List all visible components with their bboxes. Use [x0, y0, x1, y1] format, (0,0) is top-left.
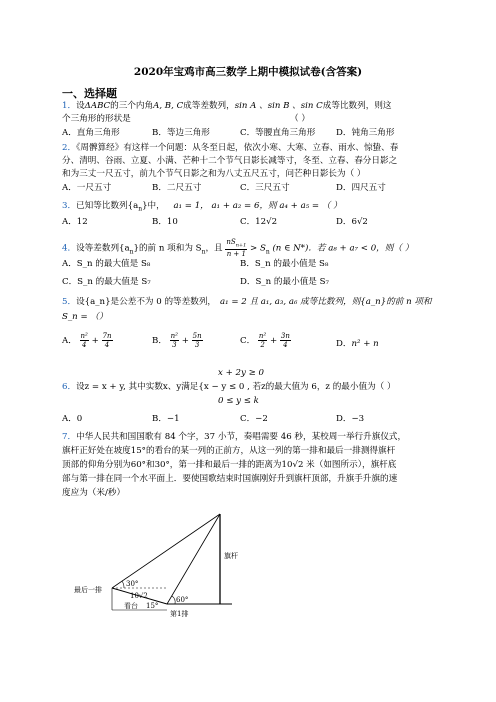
q2-line1: 2．《周髀算经》有这样一个问题：从冬至日起，依次小寒、大寒、立春、雨水、惊蛰、春	[62, 143, 399, 153]
q7-line2: 旗杆正好处在坡度15°的看台的某一列的正前方，从这一列的第一排和最后一排测得旗杆	[62, 446, 396, 456]
label-flagpole: 旗杆	[224, 552, 238, 560]
q5-option-a[interactable]: A． $\frac{\text{n²}}{4}$ + $\frac{7n}{4}$	[62, 332, 112, 349]
q1-line2: 个三角形的形状是 （ ）	[62, 114, 310, 124]
q5-option-d[interactable]: D．n² + n	[336, 339, 379, 349]
label-angle-60: 60°	[176, 596, 189, 604]
q6-number: 6．	[62, 382, 77, 392]
q6-system-row1: x + 2y ≥ 0	[218, 368, 264, 378]
q7-number: 7．	[62, 432, 77, 442]
q2-option-d[interactable]: D．四尺五寸	[336, 183, 386, 193]
q6-option-b[interactable]: B．−1	[152, 414, 180, 424]
q4-option-d[interactable]: D．S_n 的最小值是 S₇	[240, 277, 329, 287]
label-first-row: 第1排	[170, 610, 189, 618]
q3-line1: 3．已知等比数列$\{a_n\}$中， a₁ = 1， a₁ + a₂ = 6，则 a₄ + a₅ = （ ）	[62, 201, 342, 213]
section-heading: 一、选择题	[62, 87, 117, 100]
q7-line5: 度应为（米/秒）	[62, 488, 126, 498]
label-last-row: 最后一排	[74, 586, 102, 594]
q7-line3: 顶部的仰角分别为60°和30°，第一排和最后一排的距离为10√2 米（如图所示），旗杆底	[62, 460, 397, 470]
sight-line-last-row	[112, 514, 220, 588]
q2-line2: 分、清明、谷雨、立夏、小满、芒种十二个节气日影长减等寸，冬至、立春、春分日影之	[62, 156, 398, 166]
sight-line-first-row	[167, 514, 220, 604]
q6-option-d[interactable]: D．−3	[336, 414, 365, 424]
q3-number: 3．	[62, 201, 77, 211]
flagpole-diagram	[72, 510, 252, 620]
q4-number: 4．	[62, 243, 77, 254]
q2-number: 2．	[62, 143, 77, 153]
q2-option-c[interactable]: C．三尺五寸	[240, 183, 290, 193]
q2-option-b[interactable]: B．二尺五寸	[152, 183, 202, 193]
label-angle-30: 30°	[126, 580, 139, 588]
q1-line1: 1．设ΔABC的三个内角A, B, C成等差数列，sin A 、sin B 、sin C成等比数列，则这	[62, 101, 392, 111]
q4-line1: 4．设等差数列$\{a_n\}$的前 n 项和为 $S_n$，且 $\frac{nS_{n+1}}{n + 1}$ > $S_n$ (n ∈ N*)．若 a₈ + a₇ < 0，则（ ）	[62, 238, 414, 259]
q5-option-c[interactable]: C． $\frac{\text{n²}}{2}$ + $\frac{3n}{4}$	[240, 332, 290, 349]
q5-number: 5．	[62, 297, 77, 307]
q1-number: 1．	[62, 101, 77, 111]
q6-line: 6．设z = x + y, 其中实数x、y满足{x − y ≤ 0 , 若z的最大值为 6，z 的最小值为（ ）	[62, 382, 396, 392]
q2-option-a[interactable]: A．一尺五寸	[62, 183, 112, 193]
q1-option-a[interactable]: A．直角三角形	[62, 128, 120, 138]
q4-option-b[interactable]: B．S_n 的最小值是 S₈	[240, 259, 329, 269]
q3-option-c[interactable]: C．12√2	[240, 217, 278, 227]
q5-line2: S_n = （）	[62, 312, 108, 322]
page-title: 2020年宝鸡市高三数学上期中模拟试卷(含答案)	[133, 66, 363, 78]
q6-system-row3: 0 ≤ y ≤ k	[218, 396, 259, 406]
q7-line4: 部与第一排在同一个水平面上．要使国歌结束时国旗刚好升到旗杆顶部，升旗手升旗的速	[62, 474, 398, 484]
q5-line1: 5．设{a_n}是公差不为 0 的等差数列， a₁ = 2 且 a₁, a₃, a₆ 成等比数列，则{a_n}的前 n 项和	[62, 297, 432, 307]
q6-option-c[interactable]: C．−2	[240, 414, 268, 424]
q2-line3: 和为三丈一尺五寸，前九个节气日影之和为八丈五尺五寸，问芒种日影长为（ ）	[62, 169, 366, 179]
q7-line1: 7．中华人民共和国国歌有 84 个字，37 小节，奏唱需要 46 秒，某校周一举行升旗仪式，	[62, 432, 407, 442]
q4-option-a[interactable]: A．S_n 的最大值是 S₈	[62, 259, 151, 269]
q4-fraction: $\frac{nS_{n+1}}{n + 1}$	[226, 238, 247, 259]
q3-option-b[interactable]: B．10	[152, 217, 178, 227]
label-distance: 10√2	[130, 592, 148, 600]
label-stand: 看台	[124, 602, 138, 610]
q1-option-c[interactable]: C．等腰直角三角形	[240, 128, 316, 138]
q6-option-a[interactable]: A．0	[62, 414, 83, 424]
q1-option-d[interactable]: D．钝角三角形	[336, 128, 395, 138]
answer-paren: （ ）	[290, 114, 310, 124]
label-angle-15: 15°	[146, 602, 159, 610]
q4-option-c[interactable]: C．S_n 的最大值是 S₇	[62, 277, 151, 287]
q1-option-b[interactable]: B．等边三角形	[152, 128, 210, 138]
q3-option-a[interactable]: A．12	[62, 217, 88, 227]
q3-option-d[interactable]: D．6√2	[336, 217, 368, 227]
q1-triangle: ΔABC	[84, 101, 111, 111]
q5-option-b[interactable]: B． $\frac{\text{n²}}{3}$ + $\frac{5n}{3}$	[152, 332, 202, 349]
